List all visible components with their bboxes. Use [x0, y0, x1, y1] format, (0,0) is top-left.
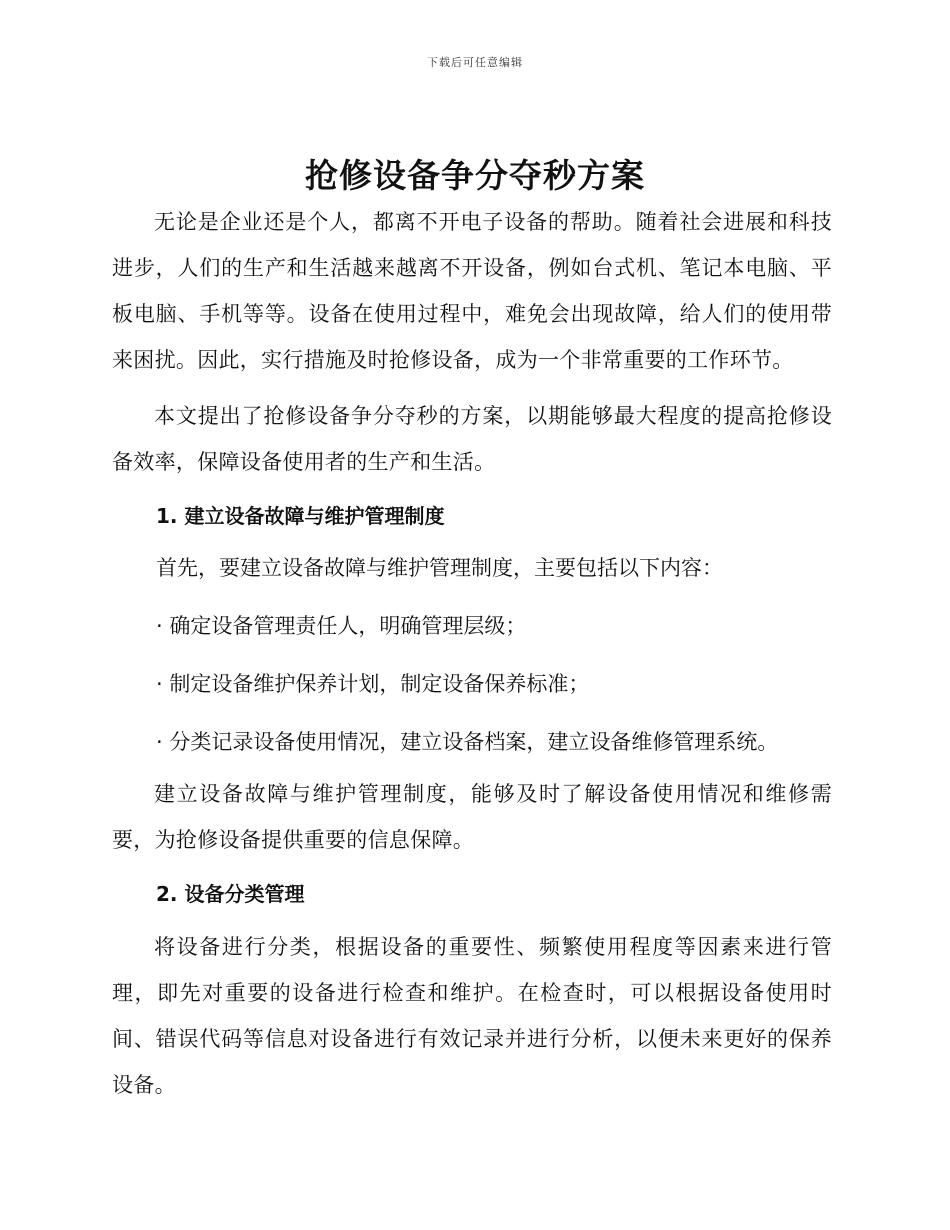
section-1-lead: 首先，要建立设备故障与维护管理制度，主要包括以下内容：	[156, 556, 723, 580]
bullet-item: · 制定设备维护保养计划，制定设备保养标准；	[156, 672, 590, 696]
bullet-item: · 分类记录设备使用情况，建立设备档案，建立设备维修管理系统。	[156, 730, 779, 754]
bullet-item: · 确定设备管理责任人，明确管理层级；	[156, 614, 527, 638]
section-1-conclusion: 建立设备故障与维护管理制度，能够及时了解设备使用情况和维修需要，为抢修设备提供重要的信息保障。	[112, 782, 832, 852]
document-title: 抢修设备争分夺秒方案	[305, 156, 645, 195]
section-2-heading: 2. 设备分类管理	[156, 882, 305, 906]
section-2-paragraph: 将设备进行分类，根据设备的重要性、频繁使用程度等因素来进行管理，即先对重要的设备进行检查和维护。在检查时，可以根据设备使用时间、错误代码等信息对设备进行有效记录并进行分析，以便未来更好的保养设备。	[112, 935, 832, 1097]
intro-paragraph-1: 无论是企业还是个人，都离不开电子设备的帮助。随着社会进展和科技进步，人们的生产和生活越来越离不开设备，例如台式机、笔记本电脑、平板电脑、手机等等。设备在使用过程中，难免会出现故障，给人们的使用带来困扰。因此，实行措施及时抢修设备，成为一个非常重要的工作环节。	[112, 210, 832, 372]
document-body	[112, 199, 832, 1108]
intro-paragraph-2: 本文提出了抢修设备争分夺秒的方案，以期能够最大程度的提高抢修设备效率，保障设备使用者的生产和生活。	[112, 404, 832, 474]
page-header-note: 下载后可任意编辑	[427, 56, 523, 69]
section-1-heading: 1. 建立设备故障与维护管理制度	[156, 504, 445, 528]
